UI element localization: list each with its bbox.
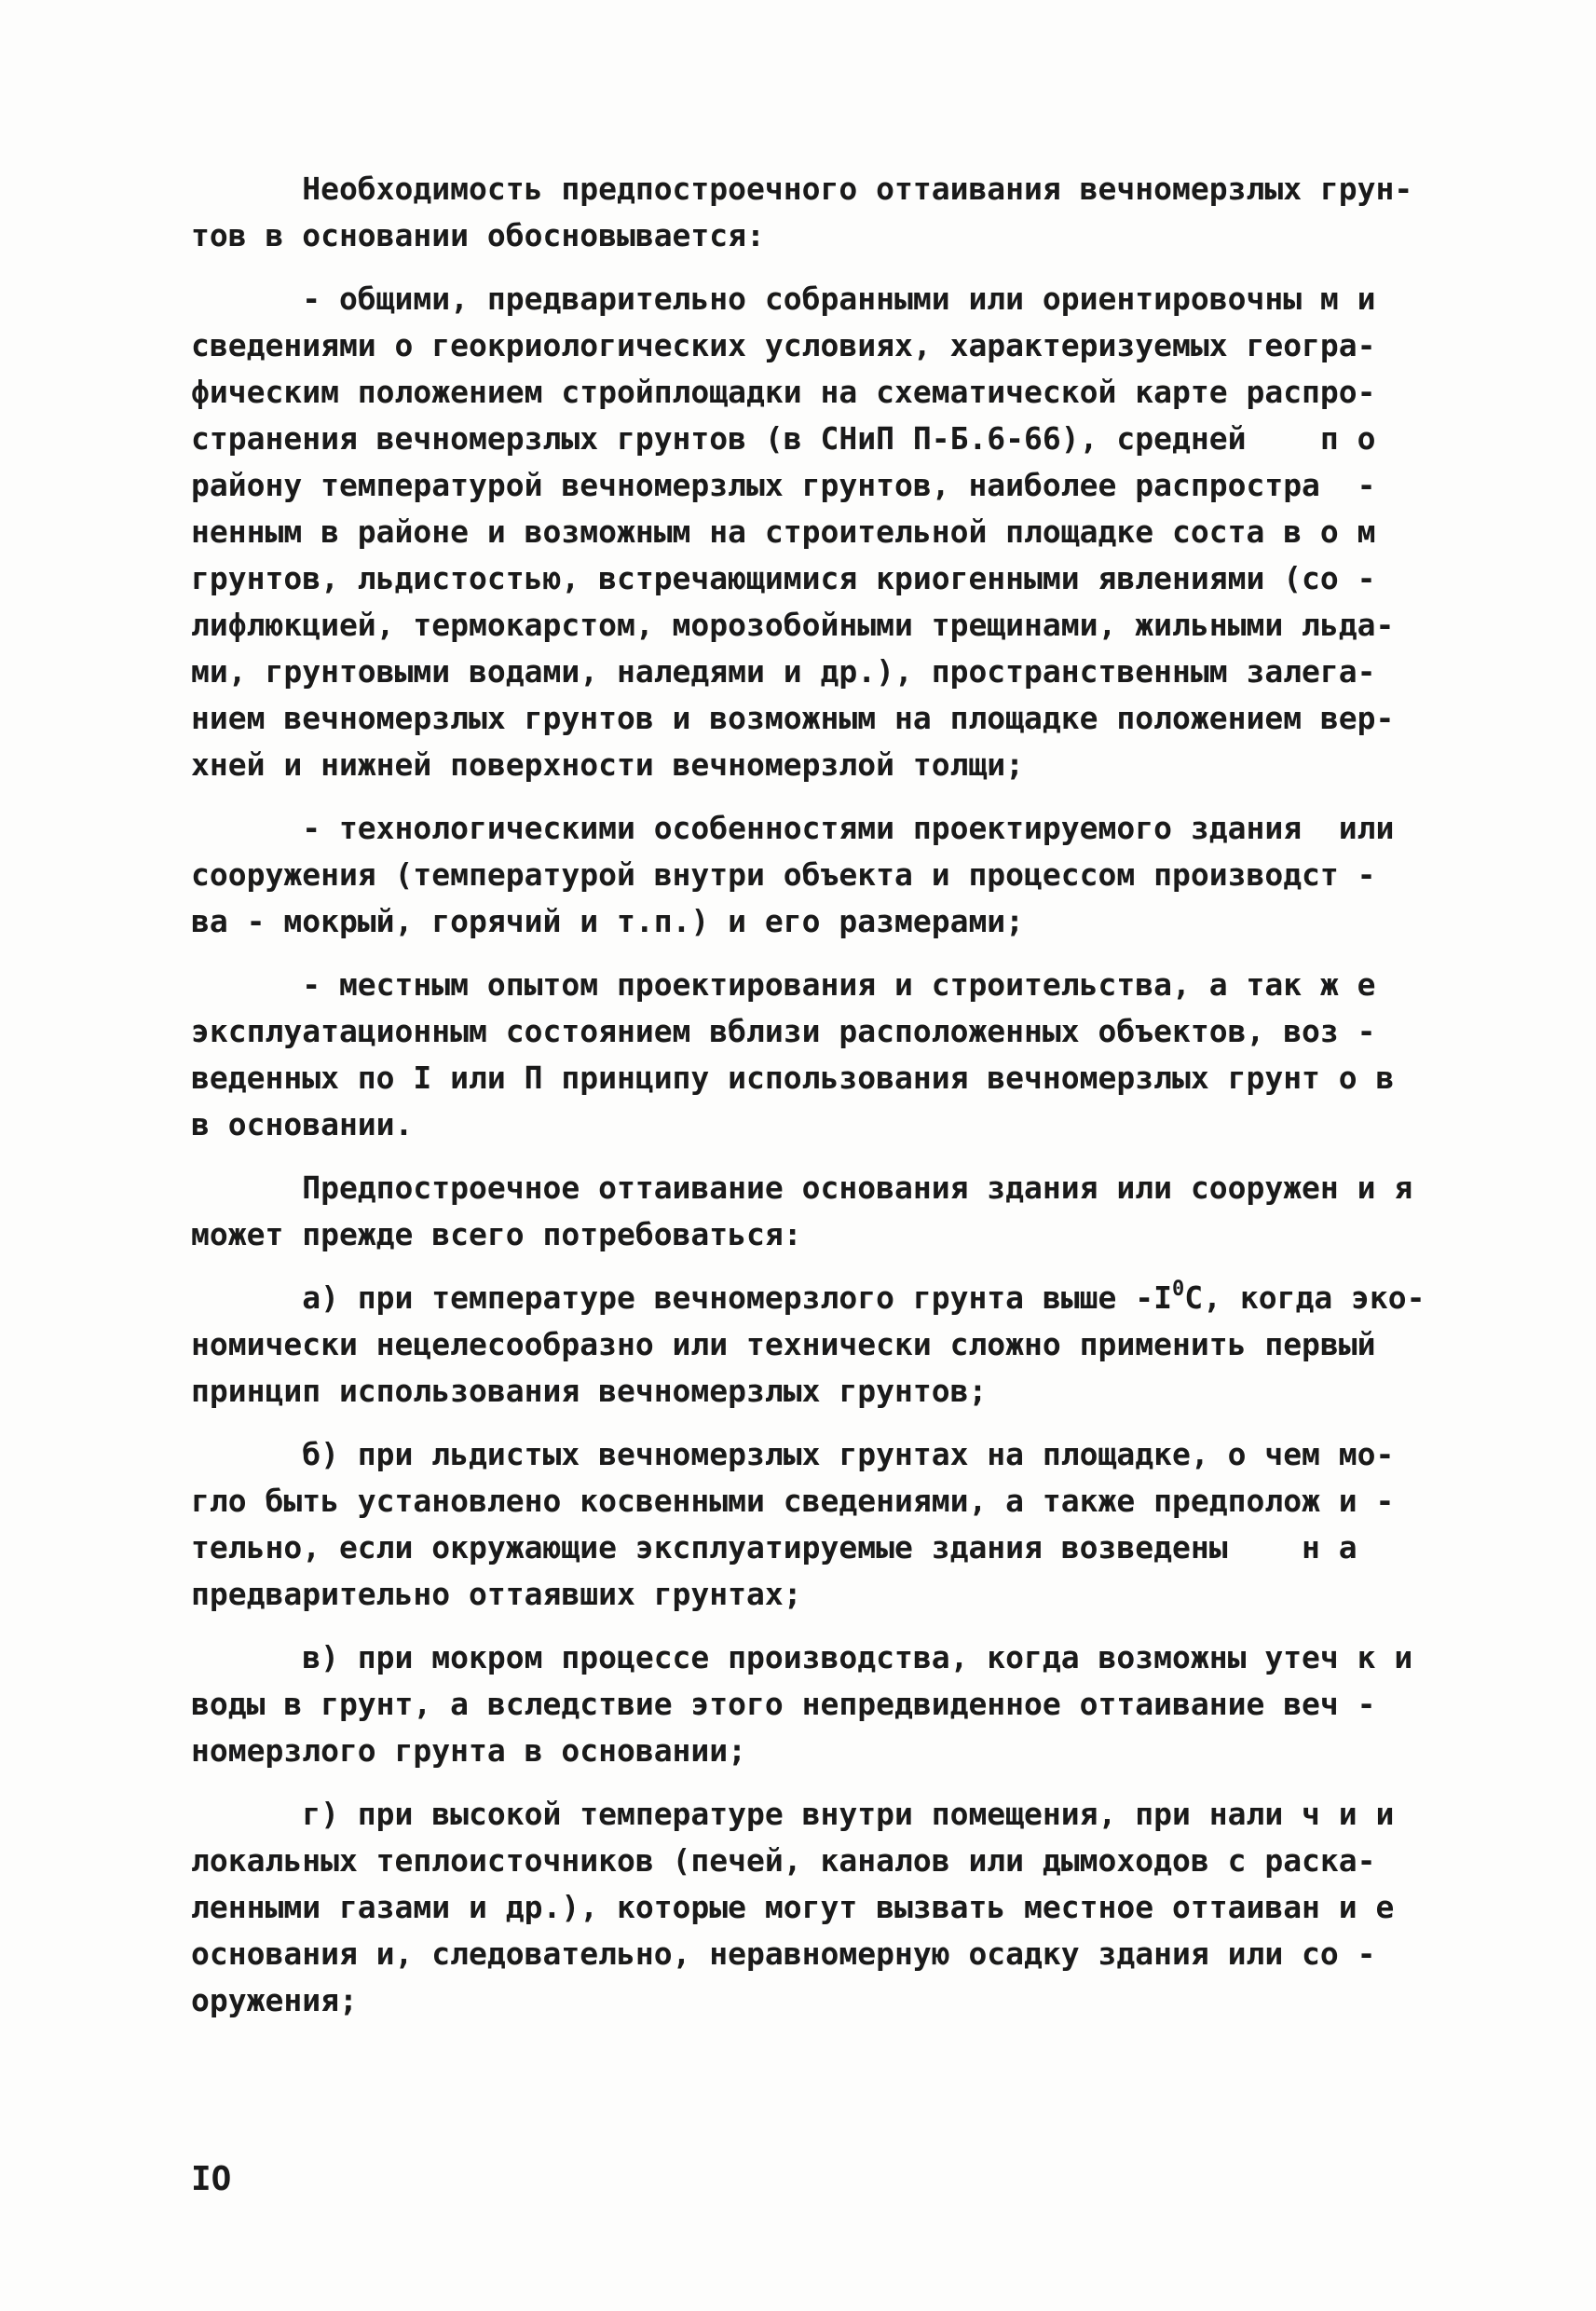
text-line: может прежде всего потребоваться: <box>191 1216 802 1252</box>
paragraph <box>191 962 1421 1148</box>
text-line: основания и, следовательно, неравномерную осадку здания или со - <box>191 1935 1376 1972</box>
body-text <box>191 166 1425 2024</box>
page-number: IO <box>191 2160 232 2198</box>
text-line: - общими, предварительно собранными или ориентировочны м и <box>191 280 1376 317</box>
text-line: в основании. <box>191 1106 414 1142</box>
text-line: б) при льдистых вечномерзлых грунтах на площадке, о чем мо- <box>191 1436 1395 1472</box>
text-line: ва - мокрый, горячий и т.п.) и его размерами; <box>191 903 1025 939</box>
text-line: номически нецелесообразно или технически сложно применить первый <box>191 1326 1376 1362</box>
text-line: нием вечномерзлых грунтов и возможным на площадке положением вер- <box>191 700 1395 736</box>
text-line: тельно, если окружающие эксплуатируемые здания возведены н а <box>191 1529 1357 1566</box>
text-line: в) при мокром процессе производства, когда возможны утеч к и <box>191 1639 1413 1675</box>
text-line: грунтов, льдистостью, встречающимися криогенными явлениями (со - <box>191 560 1376 596</box>
text-line: принцип использования вечномерзлых грунтов; <box>191 1373 988 1409</box>
text-line: - местным опытом проектирования и строительства, а так ж е <box>191 966 1376 1003</box>
degree-superscript: 0 <box>1172 1278 1185 1301</box>
text-line-start: а) при температуре вечномерзлого грунта выше -I <box>191 1279 1172 1316</box>
text-line: району температурой вечномерзлых грунтов, наиболее распростра - <box>191 467 1376 503</box>
paragraph <box>191 1275 1425 1415</box>
text-line: номерзлого грунта в основании; <box>191 1732 747 1769</box>
text-line: ми, грунтовыми водами, наледями и др.), пространственным залега- <box>191 653 1376 690</box>
text-line: эксплуатационным состоянием вблизи расположенных объектов, воз - <box>191 1013 1376 1049</box>
paragraph <box>191 1791 1421 2024</box>
text-line: ленными газами и др.), которые могут вызвать местное оттаиван и е <box>191 1889 1395 1925</box>
paragraph <box>191 276 1421 788</box>
paragraph <box>191 166 1421 259</box>
text-line: оружения; <box>191 1982 358 2018</box>
text-line: ненным в районе и возможным на строительной площадке соста в о м <box>191 513 1376 550</box>
text-line: предварительно оттаявших грунтах; <box>191 1576 802 1612</box>
text-line: - технологическими особенностями проектируемого здания или <box>191 810 1395 846</box>
text-line: сооружения (температурой внутри объекта и процессом производст - <box>191 856 1376 893</box>
text-line: фическим положением стройплощадки на схематической карте распро- <box>191 374 1376 410</box>
text-line: хней и нижней поверхности вечномерзлой толщи; <box>191 746 1025 783</box>
text-line: веденных по I или П принципу использования вечномерзлых грунт о в <box>191 1060 1395 1096</box>
paragraph <box>191 1431 1421 1618</box>
text-line: странения вечномерзлых грунтов (в СНиП П-Б.6-66), средней п о <box>191 420 1376 457</box>
text-line: воды в грунт, а вследствие этого непредвиденное оттаивание веч - <box>191 1686 1376 1722</box>
paragraph <box>191 1634 1421 1774</box>
text-line: гло быть установлено косвенными сведениями, а также предполож и - <box>191 1483 1395 1519</box>
text-line: г) при высокой температуре внутри помещения, при нали ч и и <box>191 1796 1395 1832</box>
paragraph <box>191 805 1421 945</box>
text-line: сведениями о геокриологических условиях, характеризуемых геогра- <box>191 327 1376 363</box>
text-line: локальных теплоисточников (печей, каналов или дымоходов с раска- <box>191 1842 1376 1879</box>
text-line: Предпостроечное оттаивание основания здания или сооружен и я <box>191 1169 1413 1206</box>
text-line <box>191 1275 1425 1321</box>
text-line: лифлюкцией, термокарстом, морозобойными трещинами, жильными льда- <box>191 607 1395 643</box>
text-line: тов в основании обосновывается: <box>191 217 765 253</box>
text-line: Необходимость предпостроечного оттаивания вечномерзлых грун- <box>191 171 1413 207</box>
paragraph <box>191 1165 1421 1258</box>
text-line-end: С, когда эко- <box>1184 1279 1425 1316</box>
